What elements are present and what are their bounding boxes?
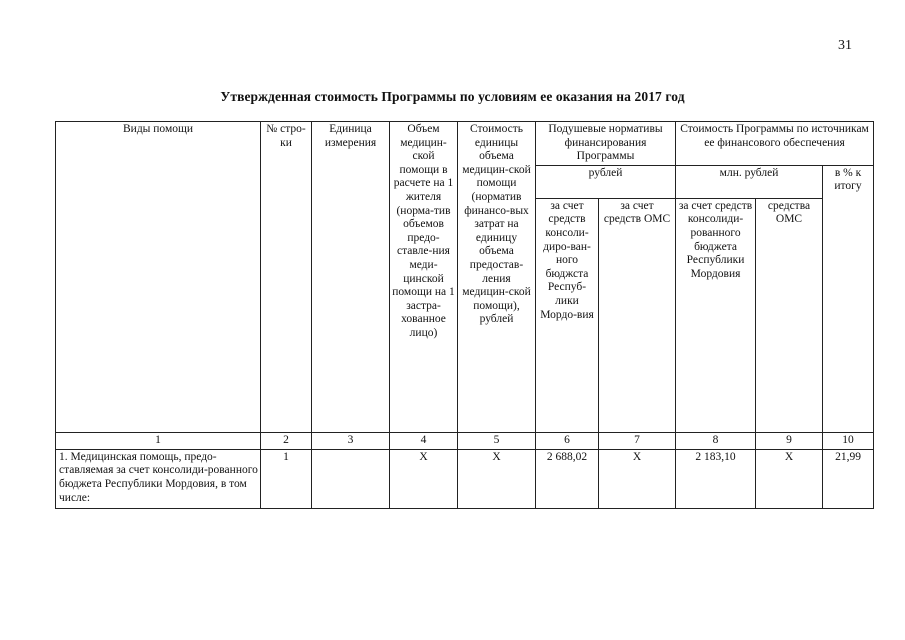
row-cost-budget: 2 183,10: [676, 449, 756, 508]
row-volume: Х: [390, 449, 458, 508]
column-number: 1: [56, 432, 261, 449]
header-group-program-cost: Стоимость Программы по источникам ее финансового обеспечения: [676, 122, 874, 166]
header-unit-million-rubles: млн. рублей: [676, 165, 823, 198]
header-line-number: № стро-ки: [261, 122, 312, 433]
header-unit: Единица измерения: [312, 122, 390, 433]
column-number: 9: [756, 432, 823, 449]
header-per-capita-budget: за счет средств консоли-диро-ван-ного бюджста Респуб-лики Мордо-вия: [536, 198, 599, 432]
header-per-capita-oms: за счет средств ОМС: [599, 198, 676, 432]
page-title: Утвержденная стоимость Программы по условиям ее оказания на 2017 год: [220, 89, 685, 104]
header-unit-cost: Стоимость единицы объема медицин-ской помощи (норматив финансо-вых затрат на единицу объема предостав-ления медицин-ской помощи), рублей: [458, 122, 536, 433]
column-number-row: [56, 432, 874, 449]
column-number: 7: [599, 432, 676, 449]
header-group-per-capita: Подушевые нормативы финансирования Программы: [536, 122, 676, 166]
page-number: 31: [838, 38, 852, 53]
row-unit: [312, 449, 390, 508]
row-per-capita-budget: 2 688,02: [536, 449, 599, 508]
column-number: 4: [390, 432, 458, 449]
column-number: 3: [312, 432, 390, 449]
column-number: 2: [261, 432, 312, 449]
header-percent-of-total: в % к итогу: [823, 165, 874, 432]
header-types-of-care: Виды помощи: [56, 122, 261, 433]
table-row: [56, 449, 874, 508]
row-line-number: 1: [261, 449, 312, 508]
row-percent: 21,99: [823, 449, 874, 508]
column-number: 8: [676, 432, 756, 449]
column-number: 6: [536, 432, 599, 449]
header-volume: Объем медицин-ской помощи в расчете на 1 жителя (норма-тив объемов предо-ставле-ния меди-цинской помощи на 1 застра-хованное лицо): [390, 122, 458, 433]
header-cost-oms: средства ОМС: [756, 198, 823, 432]
row-name: 1. Медицинская помощь, предо-ставляемая за счет консолиди-рованного бюджета Республики Мордовия, в том числе:: [56, 449, 261, 508]
program-cost-table: [55, 121, 874, 509]
header-unit-rubles: рублей: [536, 165, 676, 198]
row-cost-oms: Х: [756, 449, 823, 508]
row-unit-cost: Х: [458, 449, 536, 508]
column-number: 10: [823, 432, 874, 449]
header-cost-budget: за счет средств консолиди-рованного бюджета Республики Мордовия: [676, 198, 756, 432]
column-number: 5: [458, 432, 536, 449]
row-per-capita-oms: Х: [599, 449, 676, 508]
